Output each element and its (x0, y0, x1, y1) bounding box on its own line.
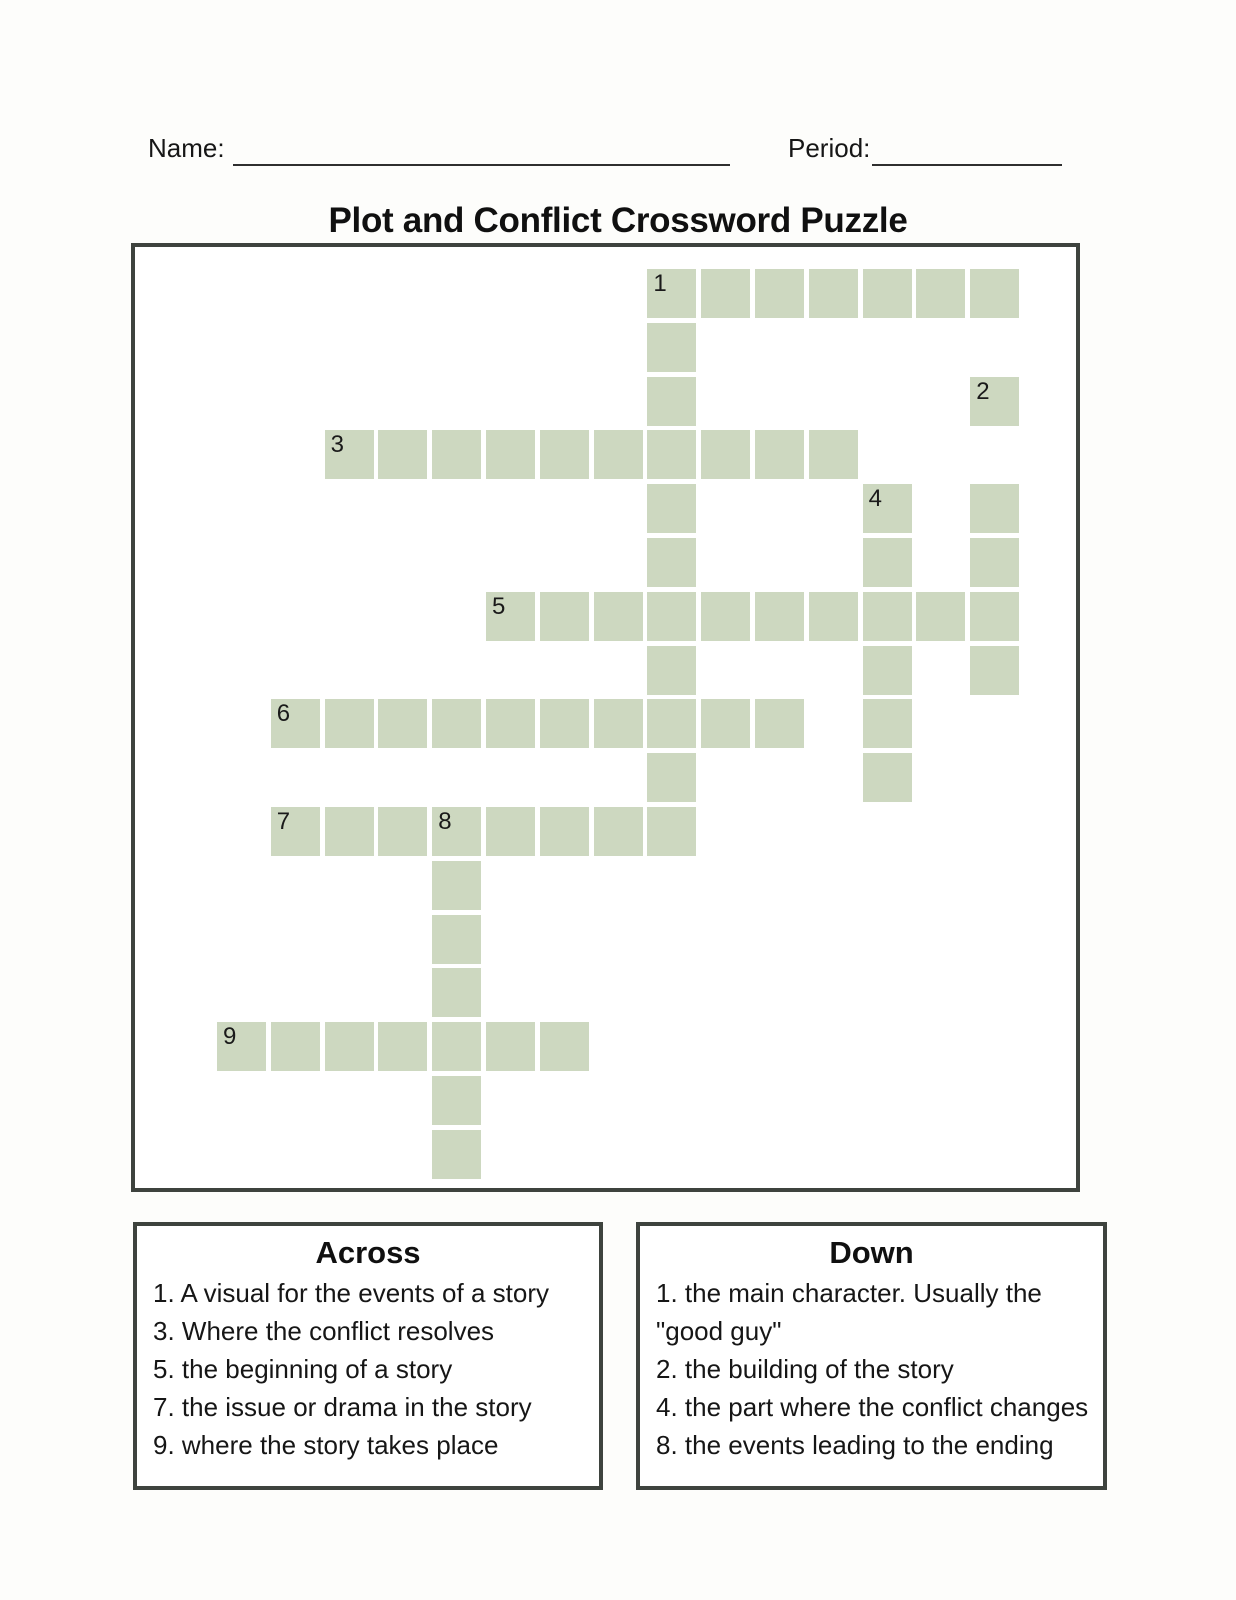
grid-cell-r13c4[interactable] (432, 968, 481, 1017)
grid-cell-r14c1[interactable] (271, 1022, 320, 1071)
period-label: Period: (788, 133, 871, 163)
grid-cell-r3c6[interactable] (540, 430, 589, 479)
clue-number-9: 9 (223, 1023, 237, 1051)
clue-number-2: 2 (976, 377, 990, 405)
across-title: Across (315, 1235, 421, 1270)
grid-cell-r0c13[interactable] (916, 269, 965, 318)
grid-cell-r8c9[interactable] (701, 699, 750, 748)
grid-cell-r6c9[interactable] (701, 592, 750, 641)
across-clue-1: 1. A visual for the events of a story (153, 1278, 549, 1308)
clue-number-4: 4 (868, 485, 882, 513)
grid-cell-r1c8[interactable] (647, 323, 696, 372)
grid-cell-r4c8[interactable] (647, 484, 696, 533)
grid-cell-r8c7[interactable] (594, 699, 643, 748)
grid-cell-r7c8[interactable] (647, 646, 696, 695)
grid-cell-r6c14[interactable] (970, 592, 1019, 641)
grid-cell-r0c8[interactable] (647, 269, 696, 318)
grid-cell-r14c5[interactable] (486, 1022, 535, 1071)
grid-cell-r4c12[interactable] (863, 484, 912, 533)
down-title: Down (829, 1235, 914, 1270)
down-clue-4: 8. the events leading to the ending (656, 1430, 1054, 1460)
across-clue-3: 5. the beginning of a story (153, 1354, 453, 1384)
period-blank-line[interactable] (872, 164, 1062, 166)
grid-cell-r6c10[interactable] (755, 592, 804, 641)
grid-cell-r0c11[interactable] (809, 269, 858, 318)
grid-cell-r0c10[interactable] (755, 269, 804, 318)
grid-cell-r3c8[interactable] (647, 430, 696, 479)
grid-cell-r10c8[interactable] (647, 807, 696, 856)
across-clue-5: 9. where the story takes place (153, 1430, 499, 1460)
grid-cell-r4c14[interactable] (970, 484, 1019, 533)
grid-cell-r6c12[interactable] (863, 592, 912, 641)
grid-cell-r0c9[interactable] (701, 269, 750, 318)
clue-number-7: 7 (276, 808, 291, 835)
grid-cell-r3c4[interactable] (432, 430, 481, 479)
grid-cell-r11c4[interactable] (432, 861, 481, 910)
crossword-grid (131, 243, 1080, 1192)
grid-cell-r0c12[interactable] (863, 269, 912, 318)
grid-cell-r8c10[interactable] (755, 699, 804, 748)
grid-cell-r3c3[interactable] (378, 430, 427, 479)
grid-cell-r16c4[interactable] (432, 1130, 481, 1179)
grid-cell-r8c5[interactable] (486, 699, 535, 748)
grid-cell-r7c12[interactable] (863, 646, 912, 695)
grid-cell-r3c2[interactable] (325, 430, 374, 479)
grid-cell-r6c6[interactable] (540, 592, 589, 641)
clue-number-8: 8 (438, 808, 452, 835)
grid-cell-r10c3[interactable] (378, 807, 427, 856)
grid-cell-r8c6[interactable] (540, 699, 589, 748)
grid-cell-r8c3[interactable] (378, 699, 427, 748)
grid-cell-r5c14[interactable] (970, 538, 1019, 587)
grid-cell-r14c2[interactable] (325, 1022, 374, 1071)
down-clues-box (636, 1222, 1107, 1490)
grid-cell-r5c8[interactable] (647, 538, 696, 587)
name-label: Name: (148, 133, 225, 163)
across-clue-list (137, 1274, 599, 1464)
grid-cell-r5c12[interactable] (863, 538, 912, 587)
page-title: Plot and Conflict Crossword Puzzle (328, 201, 908, 241)
grid-cell-r15c4[interactable] (432, 1076, 481, 1125)
grid-cell-r10c1[interactable] (271, 807, 320, 856)
down-clue-2: 2. the building of the story (656, 1354, 954, 1384)
grid-cell-r12c4[interactable] (432, 915, 481, 964)
grid-cell-r3c5[interactable] (486, 430, 535, 479)
grid-cell-r8c4[interactable] (432, 699, 481, 748)
grid-cell-r3c10[interactable] (755, 430, 804, 479)
down-clue-list (640, 1274, 1103, 1464)
down-clue-3: 4. the part where the conflict changes (656, 1392, 1089, 1422)
down-clue-1: 1. the main character. Usually the "good guy" (656, 1278, 1042, 1346)
grid-cell-r6c11[interactable] (809, 592, 858, 641)
grid-cell-r10c6[interactable] (540, 807, 589, 856)
clue-number-5: 5 (492, 592, 506, 620)
grid-cell-r3c7[interactable] (594, 430, 643, 479)
clue-number-1: 1 (653, 270, 667, 297)
grid-cell-r3c11[interactable] (809, 430, 858, 479)
grid-cell-r10c2[interactable] (325, 807, 374, 856)
grid-cell-r6c7[interactable] (594, 592, 643, 641)
grid-cell-r10c4[interactable] (432, 807, 481, 856)
clue-number-6: 6 (276, 700, 291, 728)
grid-cell-r6c5[interactable] (486, 592, 535, 641)
grid-cell-r14c6[interactable] (540, 1022, 589, 1071)
grid-cell-r3c9[interactable] (701, 430, 750, 479)
clue-number-3: 3 (330, 431, 344, 459)
grid-cell-r2c8[interactable] (647, 377, 696, 426)
grid-cell-r8c2[interactable] (325, 699, 374, 748)
grid-cell-r7c14[interactable] (970, 646, 1019, 695)
grid-cell-r8c1[interactable] (271, 699, 320, 748)
grid-cell-r6c8[interactable] (647, 592, 696, 641)
across-clues-box (133, 1222, 603, 1490)
grid-cell-r10c7[interactable] (594, 807, 643, 856)
grid-cell-r0c14[interactable] (970, 269, 1019, 318)
grid-cell-r6c13[interactable] (916, 592, 965, 641)
grid-cell-r10c5[interactable] (486, 807, 535, 856)
across-clue-4: 7. the issue or drama in the story (153, 1392, 532, 1422)
across-clue-2: 3. Where the conflict resolves (153, 1316, 495, 1346)
grid-cell-r2c14[interactable] (970, 377, 1019, 426)
grid-cell-r8c8[interactable] (647, 699, 696, 748)
name-blank-line[interactable] (233, 164, 730, 166)
grid-cell-r9c8[interactable] (647, 753, 696, 802)
grid-cell-r14c0[interactable] (217, 1022, 266, 1071)
grid-cell-r14c4[interactable] (432, 1022, 481, 1071)
grid-cell-r9c12[interactable] (863, 753, 912, 802)
grid-cell-r8c12[interactable] (863, 699, 912, 748)
grid-cell-r14c3[interactable] (378, 1022, 427, 1071)
